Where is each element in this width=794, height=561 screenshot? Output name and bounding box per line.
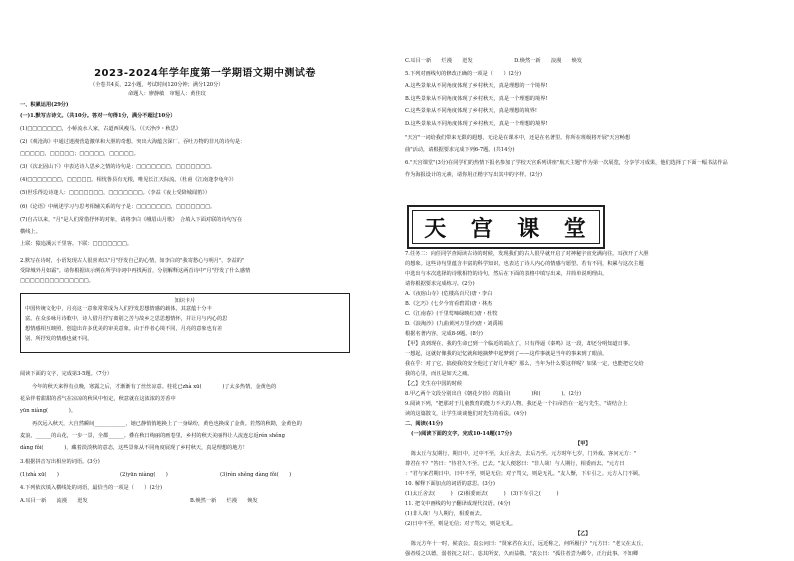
reading-intro: 阅读下面的文字，完成第3-5题。（7分）	[20, 371, 113, 377]
card-text-line: 富。在众多咏月诗歌中，诗人借月抒写离别之苦与故乡之思思想情怀，并让月与内心的思	[25, 316, 228, 322]
question-5: 5.下列对画线句的修改正确的一项是（ ）(2分)	[405, 71, 522, 77]
card-caption: 知识卡片	[174, 298, 196, 304]
poem-option: B.《乞巧》(七夕今宵看碧霄)唐・林杰	[405, 301, 493, 307]
poem-option: D.《浪淘沙》(九曲黄河万里沙)唐・刘禹锡	[405, 321, 503, 327]
question-3: 3.根据拼音写出相应的词语。(3分)	[20, 459, 100, 465]
section-subheading: (一)阅读下面的文字，完成10-14题(17分)	[411, 431, 513, 437]
q4-option: A.耳目一新 流漫 迸发	[20, 498, 88, 504]
question-line: (7)自古以来，"月"是人们常借抒怀的对象，请将李白《峨眉山月歌》 合填入下面对联的诗句写在	[20, 217, 243, 223]
q3-option: (2)yūn niàng( )	[120, 472, 168, 478]
question-6: 作为海报设计的元素，请你用正楷字写出其中的字样。(2分)	[405, 172, 543, 178]
passage-line: 尊君在不？"答曰："待君久不至，已去。"友人便怒曰："非人哉！与人期行，相委而去。"元方曰	[405, 461, 625, 467]
passage-line: 陈元方年十一时，候袁公。袁公问曰："贤家君在太丘，远近称之，何所履行？"元方曰："老父在太丘，	[411, 541, 647, 547]
question-line: (3)《次北固山下》中表达诗人思乡之情的诗句是：□□□□□□□，□□□□□□□。	[20, 164, 216, 170]
q4-option: C.耳目一新 烂漫 迸发 D.焕然一新 浪漫 焕发	[405, 58, 583, 64]
question-11: 11. 把文中画线的句子翻译成现代汉语。(4分)	[405, 501, 511, 507]
question-7: 请你根据要求完成练习。(2分)	[405, 281, 475, 287]
passage-line: 强者绥之以德，弱者抚之以仁，恣其所安，久而益敬。"袁公曰："孤往者尝为邺令，正行此事。不知卿	[405, 551, 639, 557]
q5-option: B.这些景象从不同角度体现了乡村秋天，真是一个理想的境界!	[405, 96, 548, 102]
q5-option: C.这些景象从不同角度体现了乡村秋天，真是理想的境界!	[405, 108, 538, 114]
passage-line: 麦浪，______的山花，一步一景，全都______。叠在秋日绚丽的画卷里，乡村的秋天美丽得让人流连忘返rén shěng	[20, 433, 285, 439]
q5-option: A.这些景象从不同角度体现了乡村秋天，真是理想的一个境界!	[405, 83, 548, 89]
question-6: 6."天宫课堂"(3分)在同学们的热情下报名参加了学校天宫系列讲座"航天主题"作为第一次展览，分享学习成果，他们选择了下面一幅书法作品	[405, 160, 728, 166]
question-line: □□□□□□□□□□□□□□。	[20, 278, 94, 284]
q5-option: D.这些景象从不同角度体现了乡村秋天，真是一个理想的境界!	[405, 121, 548, 127]
passage-line: 再次远入秋天，大自然瞬间____________，她已静悄悄地换上了一身绿纷，黄色也换成了金黄。若然的秋勘，金黄色的	[32, 421, 302, 427]
activity-intro: 曲"活动，请根据要求完成下列6-7题。(共14分)	[405, 147, 515, 153]
question-10: 10. 解释下面加点的词语的意思。(3分)	[405, 481, 495, 487]
q3-option: (1)zhà xū( )	[20, 472, 59, 478]
passage-line: 今年的秋天来得有点晚，寒露之后，才渐渐有了丝丝凉意。桂花已zhà xū( )了太多热情，金黄色的	[32, 384, 277, 390]
activity-intro: "天宫"一词给我们带来无限的遐想，无论是在课本中，还是在名著里。你所在班级将开展"天宫畅想	[405, 135, 631, 141]
q3-option: (3)rén shěng dàng fǒi( )	[220, 472, 292, 478]
passage-line: 一想起，这就好像我的记忆就和地摘梦中起梦到了——这件事就是当年的事来到了眼前。	[405, 351, 608, 357]
exam-subtitle: （全卷共4页，22小题，考试时间120分钟；满分120分）	[90, 82, 224, 88]
question-line: 2.默写在诗时，小语发现古人很喜欢以"月"抒发自己的心情，如李白的"我寄愁心与明月"，李益的"	[20, 258, 245, 264]
section-heading: 二、阅读(41分)	[405, 421, 444, 427]
question-line: (5)世乐得边诗逢人：□□□□□□□，□□□□□□□。（李益《夜上受降城闻笛》）	[20, 190, 211, 196]
question-7: 7.任务二：向任同学查阅读古诗的时候，发现我们的古人很早就开启了对神秘宇宙充满向往。耳孩开了大胆	[405, 251, 649, 257]
exam-title: 2023-2024年学年度第一学期语文期中测试卷	[94, 68, 316, 79]
question-line: □□□□□，□□□□□；□□□□□，□□□□□。	[20, 151, 139, 157]
question-line: 横线上。	[20, 229, 41, 235]
question-line: 受降城外月如霜"。请你根据该示例在所学诗词中再找两首，分别解释这两首诗中"月"抒发了什么感情	[20, 268, 251, 274]
calligraphy-banner	[407, 205, 605, 249]
exam-authors: 命题人：廖静敏 审题人：黄佳玟	[128, 91, 206, 97]
card-text-line: 别，所抒发的情感也就不同。	[25, 336, 93, 342]
card-text-line: 中国传统文化中，月亮这一意象常常成为人们抒发思想情感的载体，其意蕴十分丰	[25, 306, 212, 312]
question-7: 中选出与本次选择的诗歌相符的诗句，然后在下面的表格中填写出来，并简单说明理由。	[405, 271, 608, 277]
question-line: (一)1.默写古诗文。（共10分。答对一句得1分，满分不超过10分）	[20, 113, 176, 119]
poem-option: A.《夜宿山寺》(危楼高百尺)唐・李白	[405, 291, 493, 297]
passage-line: 我的心里，而且是如天之痛。	[405, 371, 473, 377]
question-4: 4.下列依次填入横线处的词语，最恰当的一项是（ ）(2分)	[20, 485, 162, 491]
question-line: (6)《论语》中阐述学习与思考相辅关系的句子是：□□□□□□□，□□□□□□□。	[20, 204, 216, 210]
q11-item: (2)日中不至，则是无信；对子骂父，则是无礼。	[405, 521, 517, 527]
passage-label: 【甲】	[575, 441, 591, 447]
passage-line: 陈太丘与友期行，期日中，过中不至，太丘舍去，去后乃至。元方时年七岁，门外戏。客问元方："	[411, 451, 637, 457]
question-8: 8.甲乙两个文段分别出自《朝花夕拾》的篇目( )和( )。(2分)	[405, 391, 582, 397]
question-line: (1)□□□□□□□，小桥流水人家，古道西风瘦马。（《天净沙・秋思》	[20, 126, 181, 132]
question-7: 的想象。这些诗句里蕴含丰富的科学知识，也表达了诗人内心的情感与愿望。若有不同，积累与这次主题	[405, 261, 644, 267]
passage-line: 【甲】真到现在，我的生命已到一个临近的端点了，只有得逼《秦鸣》这一段，却还分明知道日事。	[405, 341, 634, 347]
question-line: 上联：猿追溪云千里客。下联：□□□□□□□。	[20, 241, 133, 247]
card-text-line: 想情感相互映照，创造出许多优美的审美意象。由于作者心境不同，月亮的意象也有差	[25, 326, 223, 332]
banner-char: 宫	[470, 215, 495, 242]
q4-option: B.焕然一新 烂漫 焕发	[190, 498, 258, 504]
banner-char: 天	[424, 215, 449, 242]
question-9: 读的这篇散文，让学生谈谈他们对先生的看法。(4分)	[405, 411, 527, 417]
question-line: (2)《观沧海》中通过迷漫营造激单和大胆的奇想，突出大海蕴含深厂、吞吐万物的非凡的诗句是：	[20, 139, 246, 145]
q10-blanks: (1)太丘舍去( ) (2)相委而去( ) (3)下车引之( )	[405, 491, 559, 497]
q11-item: (1)非人哉！与人期行，相委而去。	[405, 511, 485, 517]
passage-line: 【乙】先生在中国的时候	[405, 381, 463, 387]
banner-char: 堂	[563, 215, 588, 242]
question-line: (4)□□□□□□□，□□□□□。相忧鲁县有无根，唯见长江天际流。（杜甫《江南逢李龟年》）	[20, 177, 237, 183]
passage-line: yūn niàng( )。	[20, 408, 77, 414]
question-9: 9.阅读下列，"把那对于儿童教育的能力不大的人物，我还是一个扫帚浩在一起与先生，"请结合上	[405, 401, 628, 407]
banner-char: 课	[517, 215, 542, 242]
passage-label: 【乙】	[575, 531, 591, 537]
poem-option: C.《江南春》(千里莺啼绿映红)唐・杜牧	[405, 311, 498, 317]
passage-line: dàng fǒi( )，藏着淡淡秋的意态，这些景象从不同角度展现了乡村秋天，真是理想的地方！	[20, 445, 248, 451]
section-heading: 一、积累运用(29分)	[20, 102, 69, 108]
passage-line: 我在乎：对了它，搞使我的安全他过了好几年呢？那么，当年为什么要这样呢？如果一定，也能把它交给	[405, 361, 644, 367]
passage-line: ："君与家君期日中。日中不至，则是无信；对子骂父，则是无礼。"友人惭，下车引之。元方入门不顾。	[405, 471, 644, 477]
question-line: 根据名著内容，完成8-9题。(8分)	[405, 331, 483, 337]
passage-line: 花朵伴着甜甜的香气在凉凉的秋风中恒定，秋意就在这浓浓的芳香中	[20, 396, 176, 402]
knowledge-card	[20, 293, 350, 353]
